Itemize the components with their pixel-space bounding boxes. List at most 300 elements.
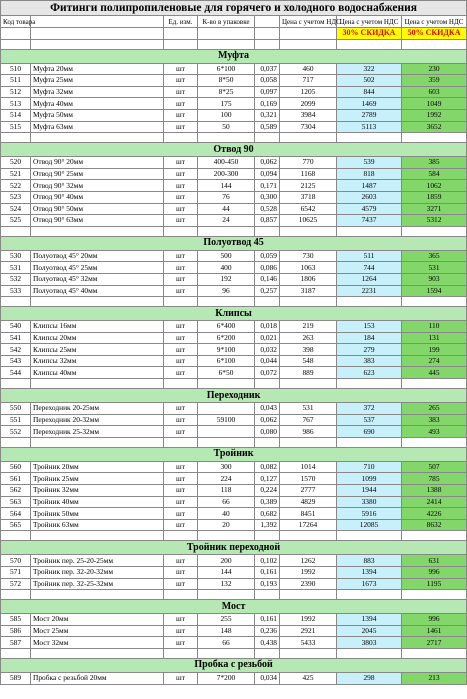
header-row <box>1 16 467 28</box>
table-row <box>1 625 467 637</box>
product-price-50: 1062 <box>402 180 467 192</box>
product-price-50: 359 <box>402 75 467 87</box>
product-code: 565 <box>1 519 31 531</box>
product-code: 570 <box>1 555 31 567</box>
spacer-row <box>1 297 467 307</box>
product-price-30: 372 <box>337 403 402 415</box>
product-name: Тройник пер. 25-20-25мм <box>31 555 164 567</box>
product-unit: шт <box>164 332 198 344</box>
product-code: 587 <box>1 637 31 649</box>
product-weight: 0,044 <box>255 355 280 367</box>
product-pack: 175 <box>198 98 255 110</box>
product-price-30: 1099 <box>337 473 402 485</box>
spacer-row <box>1 648 467 658</box>
product-price-30: 1469 <box>337 98 402 110</box>
table-row <box>1 578 467 590</box>
product-price-vat: 717 <box>280 75 337 87</box>
product-pack <box>198 403 255 415</box>
product-unit: шт <box>164 508 198 520</box>
product-code: 550 <box>1 403 31 415</box>
product-price-30: 3803 <box>337 637 402 649</box>
product-pack: 44 <box>198 203 255 215</box>
section-header <box>1 49 467 63</box>
product-pack: 8*50 <box>198 75 255 87</box>
product-price-30: 1394 <box>337 614 402 626</box>
product-weight: 0,034 <box>255 672 280 684</box>
table-row <box>1 508 467 520</box>
product-unit: шт <box>164 473 198 485</box>
table-row <box>1 250 467 262</box>
product-weight: 0,080 <box>255 426 280 438</box>
product-pack: 200 <box>198 555 255 567</box>
header-price-vat: Цена с учетом НДС <box>280 16 337 28</box>
product-price-50: 131 <box>402 332 467 344</box>
product-price-vat: 7304 <box>280 121 337 133</box>
product-price-30: 279 <box>337 344 402 356</box>
product-price-vat: 2777 <box>280 485 337 497</box>
product-unit: шт <box>164 321 198 333</box>
spacer-row <box>1 437 467 447</box>
product-unit: шт <box>164 63 198 75</box>
product-price-50: 3652 <box>402 121 467 133</box>
product-weight: 0,171 <box>255 180 280 192</box>
product-unit: шт <box>164 485 198 497</box>
product-pack: 400-450 <box>198 157 255 169</box>
product-price-30: 184 <box>337 332 402 344</box>
product-name: Тройник 32мм <box>31 485 164 497</box>
product-pack: 50 <box>198 121 255 133</box>
product-name: Тройник 25мм <box>31 473 164 485</box>
table-row <box>1 109 467 121</box>
header-price-50: Цена с учетом НДС <box>402 16 467 28</box>
product-code: 572 <box>1 578 31 590</box>
product-price-50: 531 <box>402 262 467 274</box>
product-unit: шт <box>164 403 198 415</box>
product-price-vat: 1992 <box>280 567 337 579</box>
product-price-30: 744 <box>337 262 402 274</box>
product-price-50: 365 <box>402 250 467 262</box>
product-price-50: 383 <box>402 414 467 426</box>
product-price-30: 1487 <box>337 180 402 192</box>
product-price-30: 12085 <box>337 519 402 531</box>
product-name: Полуотвод 45° 20мм <box>31 250 164 262</box>
section-header <box>1 658 467 672</box>
product-pack: 8*25 <box>198 86 255 98</box>
table-row <box>1 414 467 426</box>
product-unit: шт <box>164 496 198 508</box>
product-price-30: 710 <box>337 461 402 473</box>
product-name: Отвод 90° 20мм <box>31 157 164 169</box>
product-price-vat: 219 <box>280 321 337 333</box>
table-row <box>1 519 467 531</box>
table-row <box>1 555 467 567</box>
table-row <box>1 75 467 87</box>
table-row <box>1 355 467 367</box>
product-price-vat: 2099 <box>280 98 337 110</box>
product-pack: 100 <box>198 109 255 121</box>
table-row <box>1 485 467 497</box>
product-price-vat: 398 <box>280 344 337 356</box>
section-title: Муфта <box>1 49 467 63</box>
product-price-50: 1388 <box>402 485 467 497</box>
title-row <box>1 1 467 16</box>
table-row <box>1 285 467 297</box>
product-price-30: 1264 <box>337 273 402 285</box>
product-name: Отвод 90° 25мм <box>31 168 164 180</box>
product-price-50: 1049 <box>402 98 467 110</box>
product-price-30: 537 <box>337 414 402 426</box>
product-code: 541 <box>1 332 31 344</box>
product-name: Переходник 25-32мм <box>31 426 164 438</box>
product-unit: шт <box>164 461 198 473</box>
product-unit: шт <box>164 344 198 356</box>
product-pack: 500 <box>198 250 255 262</box>
product-price-50: 8632 <box>402 519 467 531</box>
product-code: 530 <box>1 250 31 262</box>
product-weight: 0,094 <box>255 168 280 180</box>
product-price-vat: 548 <box>280 355 337 367</box>
section-title: Переходник <box>1 389 467 403</box>
product-price-50: 5312 <box>402 215 467 227</box>
product-code: 551 <box>1 414 31 426</box>
product-price-50: 385 <box>402 157 467 169</box>
product-price-30: 1394 <box>337 567 402 579</box>
product-name: Муфта 25мм <box>31 75 164 87</box>
product-code: 522 <box>1 180 31 192</box>
product-pack: 7*200 <box>198 672 255 684</box>
product-price-vat: 767 <box>280 414 337 426</box>
product-name: Муфта 40мм <box>31 98 164 110</box>
section-header <box>1 236 467 250</box>
section-header <box>1 447 467 461</box>
product-code: 544 <box>1 367 31 379</box>
product-pack: 6*400 <box>198 321 255 333</box>
product-price-vat: 263 <box>280 332 337 344</box>
product-price-vat: 1063 <box>280 262 337 274</box>
table-row <box>1 637 467 649</box>
product-name: Переходник 20-32мм <box>31 414 164 426</box>
product-price-vat: 1014 <box>280 461 337 473</box>
spacer-row <box>1 379 467 389</box>
product-code: 533 <box>1 285 31 297</box>
table-row <box>1 168 467 180</box>
product-unit: шт <box>164 285 198 297</box>
product-weight: 0,127 <box>255 473 280 485</box>
product-name: Муфта 32мм <box>31 86 164 98</box>
product-unit: шт <box>164 519 198 531</box>
section-header <box>1 389 467 403</box>
table-row <box>1 86 467 98</box>
product-weight: 0,018 <box>255 321 280 333</box>
header-code: Код товара <box>1 16 31 28</box>
product-unit: шт <box>164 180 198 192</box>
product-price-30: 690 <box>337 426 402 438</box>
product-unit: шт <box>164 273 198 285</box>
discount-30-badge: 30% СКИДКА <box>337 28 402 40</box>
spacer-row <box>1 531 467 541</box>
header-unit: Ед. изм. <box>164 16 198 28</box>
header-price-30: Цена с учетом НДС <box>337 16 402 28</box>
section-title: Полуотвод 45 <box>1 236 467 250</box>
product-price-vat: 1570 <box>280 473 337 485</box>
product-price-vat: 1806 <box>280 273 337 285</box>
table-row <box>1 98 467 110</box>
product-price-30: 5113 <box>337 121 402 133</box>
product-weight: 0,682 <box>255 508 280 520</box>
product-price-vat: 1992 <box>280 614 337 626</box>
product-price-30: 3380 <box>337 496 402 508</box>
table-row <box>1 63 467 75</box>
product-price-30: 383 <box>337 355 402 367</box>
product-price-30: 7437 <box>337 215 402 227</box>
product-code: 585 <box>1 614 31 626</box>
product-unit: шт <box>164 567 198 579</box>
product-pack: 6*200 <box>198 332 255 344</box>
product-price-50: 4226 <box>402 508 467 520</box>
product-price-vat: 6542 <box>280 203 337 215</box>
product-weight: 0,058 <box>255 75 280 87</box>
product-name: Полуотвод 45° 40мм <box>31 285 164 297</box>
section-header <box>1 600 467 614</box>
product-weight: 0,032 <box>255 344 280 356</box>
product-price-50: 1461 <box>402 625 467 637</box>
product-unit: шт <box>164 203 198 215</box>
product-name: Тройник пер. 32-20-32мм <box>31 567 164 579</box>
product-code: 531 <box>1 262 31 274</box>
product-code: 562 <box>1 485 31 497</box>
product-name: Тройник 50мм <box>31 508 164 520</box>
product-weight: 0,438 <box>255 637 280 649</box>
product-price-30: 2231 <box>337 285 402 297</box>
product-price-vat: 5433 <box>280 637 337 649</box>
product-name: Клипсы 16мм <box>31 321 164 333</box>
table-row <box>1 367 467 379</box>
product-weight: 0,146 <box>255 273 280 285</box>
product-code: 561 <box>1 473 31 485</box>
product-price-50: 1859 <box>402 191 467 203</box>
product-code: 524 <box>1 203 31 215</box>
table-row <box>1 215 467 227</box>
product-pack: 66 <box>198 496 255 508</box>
product-name: Клипсы 32мм <box>31 355 164 367</box>
product-name: Переходник 20-25мм <box>31 403 164 415</box>
product-price-30: 5916 <box>337 508 402 520</box>
product-code: 525 <box>1 215 31 227</box>
spacer-row <box>1 590 467 600</box>
product-weight: 0,062 <box>255 414 280 426</box>
product-price-vat: 986 <box>280 426 337 438</box>
product-weight: 0,082 <box>255 461 280 473</box>
table-row <box>1 567 467 579</box>
product-price-30: 2045 <box>337 625 402 637</box>
product-pack: 200-300 <box>198 168 255 180</box>
table-row <box>1 157 467 169</box>
product-unit: шт <box>164 98 198 110</box>
product-price-vat: 3718 <box>280 191 337 203</box>
product-price-30: 2789 <box>337 109 402 121</box>
table-row <box>1 614 467 626</box>
product-unit: шт <box>164 157 198 169</box>
product-price-50: 1992 <box>402 109 467 121</box>
table-row <box>1 672 467 684</box>
product-weight: 0,169 <box>255 98 280 110</box>
product-pack: 76 <box>198 191 255 203</box>
product-weight: 0,102 <box>255 555 280 567</box>
product-code: 543 <box>1 355 31 367</box>
product-price-50: 230 <box>402 63 467 75</box>
product-price-vat: 2390 <box>280 578 337 590</box>
table-row <box>1 180 467 192</box>
product-code: 514 <box>1 109 31 121</box>
product-pack: 40 <box>198 508 255 520</box>
product-name: Отвод 90° 63мм <box>31 215 164 227</box>
product-pack: 192 <box>198 273 255 285</box>
product-name: Тройник 40мм <box>31 496 164 508</box>
product-pack: 66 <box>198 637 255 649</box>
product-weight: 0,589 <box>255 121 280 133</box>
product-pack: 144 <box>198 567 255 579</box>
table-row <box>1 321 467 333</box>
product-name: Отвод 90° 50мм <box>31 203 164 215</box>
product-code: 512 <box>1 86 31 98</box>
header-weight <box>255 16 280 28</box>
section-header <box>1 143 467 157</box>
product-pack: 9*100 <box>198 344 255 356</box>
product-code: 520 <box>1 157 31 169</box>
section-title: Пробка с резьбой <box>1 658 467 672</box>
product-price-50: 265 <box>402 403 467 415</box>
product-unit: шт <box>164 555 198 567</box>
product-name: Мост 20мм <box>31 614 164 626</box>
product-name: Полуотвод 45° 25мм <box>31 262 164 274</box>
product-code: 586 <box>1 625 31 637</box>
table-row <box>1 496 467 508</box>
product-price-50: 603 <box>402 86 467 98</box>
product-name: Муфта 20мм <box>31 63 164 75</box>
product-pack: 300 <box>198 461 255 473</box>
product-unit: шт <box>164 109 198 121</box>
product-pack: 24 <box>198 215 255 227</box>
product-code: 563 <box>1 496 31 508</box>
product-name: Полуотвод 45° 32мм <box>31 273 164 285</box>
product-price-30: 511 <box>337 250 402 262</box>
product-pack: 144 <box>198 180 255 192</box>
product-weight: 0,321 <box>255 109 280 121</box>
table-row <box>1 332 467 344</box>
section-header <box>1 307 467 321</box>
product-weight: 0,059 <box>255 250 280 262</box>
product-name: Муфта 63мм <box>31 121 164 133</box>
product-price-50: 2717 <box>402 637 467 649</box>
product-weight: 0,072 <box>255 367 280 379</box>
product-name: Мост 32мм <box>31 637 164 649</box>
product-unit: шт <box>164 414 198 426</box>
product-price-30: 1944 <box>337 485 402 497</box>
section-title: Тройник переходной <box>1 541 467 555</box>
product-price-vat: 4829 <box>280 496 337 508</box>
product-price-30: 623 <box>337 367 402 379</box>
product-weight: 0,021 <box>255 332 280 344</box>
product-unit: шт <box>164 578 198 590</box>
product-price-vat: 3187 <box>280 285 337 297</box>
product-price-vat: 2921 <box>280 625 337 637</box>
product-price-50: 3271 <box>402 203 467 215</box>
product-name: Тройник 63мм <box>31 519 164 531</box>
product-weight: 0,097 <box>255 86 280 98</box>
product-price-50: 274 <box>402 355 467 367</box>
discount-50-badge: 50% СКИДКА <box>402 28 467 40</box>
product-unit: шт <box>164 75 198 87</box>
product-weight: 0,257 <box>255 285 280 297</box>
product-weight: 0,193 <box>255 578 280 590</box>
product-price-30: 4579 <box>337 203 402 215</box>
product-name: Клипсы 20мм <box>31 332 164 344</box>
product-price-vat: 1205 <box>280 86 337 98</box>
product-weight: 0,528 <box>255 203 280 215</box>
product-price-30: 539 <box>337 157 402 169</box>
product-price-30: 1673 <box>337 578 402 590</box>
product-price-30: 502 <box>337 75 402 87</box>
product-weight: 1,392 <box>255 519 280 531</box>
product-price-50: 903 <box>402 273 467 285</box>
product-price-50: 507 <box>402 461 467 473</box>
product-price-30: 322 <box>337 63 402 75</box>
product-pack: 224 <box>198 473 255 485</box>
product-price-50: 996 <box>402 614 467 626</box>
product-price-vat: 425 <box>280 672 337 684</box>
product-unit: шт <box>164 426 198 438</box>
product-price-vat: 889 <box>280 367 337 379</box>
product-pack: 118 <box>198 485 255 497</box>
table-row <box>1 426 467 438</box>
product-code: 510 <box>1 63 31 75</box>
product-price-50: 1195 <box>402 578 467 590</box>
product-price-30: 298 <box>337 672 402 684</box>
product-unit: шт <box>164 672 198 684</box>
product-unit: шт <box>164 86 198 98</box>
table-row <box>1 461 467 473</box>
product-unit: шт <box>164 168 198 180</box>
product-pack: 6*50 <box>198 367 255 379</box>
product-price-vat: 17264 <box>280 519 337 531</box>
product-pack: 96 <box>198 285 255 297</box>
product-pack: 20 <box>198 519 255 531</box>
product-price-vat: 10625 <box>280 215 337 227</box>
product-price-50: 445 <box>402 367 467 379</box>
product-price-50: 110 <box>402 321 467 333</box>
product-price-vat: 730 <box>280 250 337 262</box>
product-price-30: 818 <box>337 168 402 180</box>
product-price-50: 584 <box>402 168 467 180</box>
product-unit: шт <box>164 215 198 227</box>
product-unit: шт <box>164 614 198 626</box>
product-weight: 0,037 <box>255 63 280 75</box>
section-header <box>1 541 467 555</box>
product-price-50: 2414 <box>402 496 467 508</box>
product-weight: 0,161 <box>255 614 280 626</box>
product-unit: шт <box>164 191 198 203</box>
product-code: 589 <box>1 672 31 684</box>
product-weight: 0,043 <box>255 403 280 415</box>
product-name: Клипсы 25мм <box>31 344 164 356</box>
product-price-30: 844 <box>337 86 402 98</box>
product-weight: 0,236 <box>255 625 280 637</box>
product-name: Отвод 90° 40мм <box>31 191 164 203</box>
product-unit: шт <box>164 367 198 379</box>
product-unit: шт <box>164 250 198 262</box>
product-pack: 6*100 <box>198 63 255 75</box>
header-pack: К-во в упаковке <box>198 16 255 28</box>
